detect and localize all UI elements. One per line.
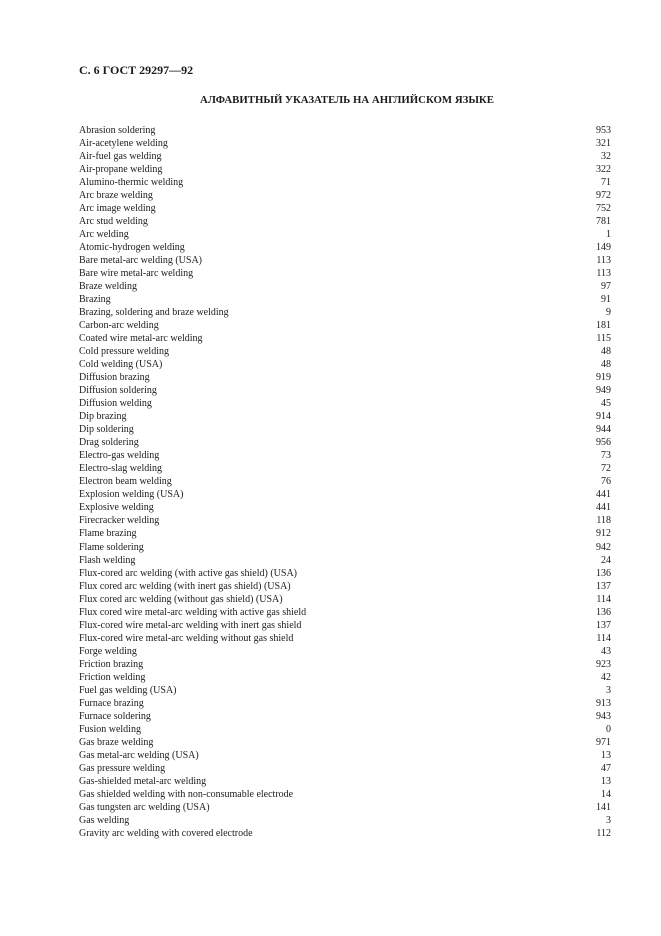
- index-reference-number: 47: [601, 762, 611, 774]
- index-term: Flux-cored arc welding (with active gas shield) (USA): [79, 567, 297, 579]
- index-term: Arc braze welding: [79, 190, 153, 202]
- index-reference-number: 441: [596, 489, 611, 501]
- index-term: Firecracker welding: [79, 515, 160, 527]
- index-entry: [79, 267, 611, 280]
- index-reference-number: 923: [596, 658, 611, 670]
- index-reference-number: 944: [596, 424, 611, 436]
- index-entry: [79, 319, 611, 332]
- index-term: Bare wire metal-arc welding: [79, 268, 194, 280]
- index-term: Flux cored arc welding (without gas shield) (USA): [79, 593, 283, 605]
- index-reference-number: 114: [596, 593, 611, 605]
- index-entry: [79, 462, 611, 475]
- index-term: Gas-shielded metal-arc welding: [79, 775, 207, 787]
- index-reference-number: 912: [596, 528, 611, 540]
- index-reference-number: 48: [601, 346, 611, 358]
- index-reference-number: 1: [606, 229, 611, 241]
- index-term: Arc image welding: [79, 203, 156, 215]
- index-reference-number: 97: [601, 281, 611, 293]
- index-term: Cold pressure welding: [79, 346, 169, 358]
- index-term: Flame brazing: [79, 528, 137, 540]
- index-entry: [79, 280, 611, 293]
- index-reference-number: 115: [596, 333, 611, 345]
- index-term: Diffusion soldering: [79, 385, 157, 397]
- index-term: Dip soldering: [79, 424, 134, 436]
- index-reference-number: 781: [596, 216, 611, 228]
- index-reference-number: 137: [596, 619, 611, 631]
- index-reference-number: 942: [596, 541, 611, 553]
- index-term: Braze welding: [79, 281, 138, 293]
- index-term: Atomic-hydrogen welding: [79, 242, 185, 254]
- index-reference-number: 42: [601, 671, 611, 683]
- index-reference-number: 913: [596, 697, 611, 709]
- index-reference-number: 43: [601, 645, 611, 657]
- index-reference-number: 73: [601, 450, 611, 462]
- index-reference-number: 149: [596, 242, 611, 254]
- index-entry: [79, 397, 611, 410]
- index-term: Dip brazing: [79, 411, 127, 423]
- index-entry: [79, 215, 611, 228]
- index-term: Gas metal-arc welding (USA): [79, 749, 199, 761]
- index-term: Drag soldering: [79, 437, 139, 449]
- index-reference-number: 0: [606, 723, 611, 735]
- index-entry: [79, 163, 611, 176]
- index-entry: [79, 541, 611, 554]
- index-term: Diffusion brazing: [79, 372, 150, 384]
- index-term: Bare metal-arc welding (USA): [79, 255, 203, 267]
- index-entry: [79, 137, 611, 150]
- index-reference-number: 114: [596, 632, 611, 644]
- index-reference-number: 118: [596, 515, 611, 527]
- index-entry: [79, 202, 611, 215]
- index-entry: [79, 332, 611, 345]
- index-entry: [79, 658, 611, 671]
- index-entry: [79, 580, 611, 593]
- index-entry: [79, 371, 611, 384]
- index-reference-number: 953: [596, 125, 611, 136]
- index-term: Brazing, soldering and braze welding: [79, 307, 229, 319]
- index-reference-number: 9: [606, 307, 611, 319]
- index-entry: [79, 632, 611, 645]
- index-term: Electron beam welding: [79, 476, 172, 488]
- index-term: Flux cored arc welding (with inert gas shield) (USA): [79, 580, 291, 592]
- index-reference-number: 136: [596, 567, 611, 579]
- index-entry: [79, 228, 611, 241]
- index-reference-number: 914: [596, 411, 611, 423]
- index-reference-number: 113: [596, 255, 611, 267]
- index-reference-number: 14: [601, 788, 611, 800]
- index-term: Flux-cored wire metal-arc welding with inert gas shield: [79, 619, 302, 631]
- index-term: Arc welding: [79, 229, 129, 241]
- index-entry: [79, 488, 611, 501]
- index-entry: [79, 358, 611, 371]
- index-entry: [79, 241, 611, 254]
- index-entry: [79, 384, 611, 397]
- index-term: Diffusion welding: [79, 398, 152, 410]
- index-entry: [79, 801, 611, 814]
- index-term: Gas tungsten arc welding (USA): [79, 801, 210, 813]
- index-term: Abrasion soldering: [79, 125, 156, 136]
- index-reference-number: 949: [596, 385, 611, 397]
- index-entry: [79, 514, 611, 527]
- index-reference-number: 321: [596, 138, 611, 150]
- index-term: Furnace brazing: [79, 697, 144, 709]
- index-entry: [79, 501, 611, 514]
- index-term: Furnace soldering: [79, 710, 151, 722]
- index-reference-number: 141: [596, 801, 611, 813]
- index-reference-number: 322: [596, 164, 611, 176]
- index-term: Fusion welding: [79, 723, 141, 735]
- index-entry: [79, 254, 611, 267]
- index-entry: [79, 345, 611, 358]
- index-entry: [79, 684, 611, 697]
- index-entry: [79, 814, 611, 827]
- index-term: Alumino-thermic welding: [79, 177, 184, 189]
- index-term: Arc stud welding: [79, 216, 148, 228]
- index-term: Brazing: [79, 294, 111, 306]
- index-term: Flash welding: [79, 554, 136, 566]
- index-entry: [79, 475, 611, 488]
- index-term: Gas welding: [79, 814, 130, 826]
- index-reference-number: 752: [596, 203, 611, 215]
- index-entry: [79, 567, 611, 580]
- index-reference-number: 48: [601, 359, 611, 371]
- index-reference-number: 971: [596, 736, 611, 748]
- index-entry: [79, 423, 611, 436]
- index-reference-number: 136: [596, 606, 611, 618]
- index-entry: [79, 697, 611, 710]
- index-term: Gas braze welding: [79, 736, 154, 748]
- index-reference-number: 181: [596, 320, 611, 332]
- index-entry: [79, 593, 611, 606]
- index-reference-number: 441: [596, 502, 611, 514]
- index-entry: [79, 306, 611, 319]
- index-entry: [79, 124, 611, 137]
- index-entry: [79, 775, 611, 788]
- index-term: Cold welding (USA): [79, 359, 163, 371]
- index-reference-number: 91: [601, 294, 611, 306]
- index-reference-number: 943: [596, 710, 611, 722]
- index-reference-number: 71: [601, 177, 611, 189]
- index-term: Carbon-arc welding: [79, 320, 159, 332]
- index-reference-number: 13: [601, 749, 611, 761]
- index-entry: [79, 150, 611, 163]
- index-entry: [79, 736, 611, 749]
- index-reference-number: 76: [601, 476, 611, 488]
- index-term: Flux-cored wire metal-arc welding without gas shield: [79, 632, 294, 644]
- index-term: Gas pressure welding: [79, 762, 166, 774]
- index-entry: [79, 606, 611, 619]
- index-entry: [79, 788, 611, 801]
- index-reference-number: 972: [596, 190, 611, 202]
- index-reference-number: 3: [606, 684, 611, 696]
- index-term: Gas shielded welding with non-consumable electrode: [79, 788, 294, 800]
- index-term: Air-fuel gas welding: [79, 151, 162, 163]
- index-term: Electro-slag welding: [79, 463, 163, 475]
- index-term: Friction brazing: [79, 658, 144, 670]
- index-term: Flux cored wire metal-arc welding with active gas shield: [79, 606, 307, 618]
- index-reference-number: 113: [596, 268, 611, 280]
- index-reference-number: 72: [601, 463, 611, 475]
- index-entry: [79, 293, 611, 306]
- index-reference-number: 45: [601, 398, 611, 410]
- index-term: Explosive welding: [79, 502, 154, 514]
- index-reference-number: 13: [601, 775, 611, 787]
- index-term: Electro-gas welding: [79, 450, 160, 462]
- alphabetical-index-list: [79, 124, 611, 840]
- index-entry: [79, 645, 611, 658]
- index-reference-number: 3: [606, 814, 611, 826]
- index-entry: [79, 436, 611, 449]
- index-term: Air-acetylene welding: [79, 138, 168, 150]
- index-term: Coated wire metal-arc welding: [79, 333, 203, 345]
- index-entry: [79, 671, 611, 684]
- index-entry: [79, 410, 611, 423]
- index-entry: [79, 762, 611, 775]
- index-term: Air-propane welding: [79, 164, 163, 176]
- index-entry: [79, 827, 611, 840]
- index-term: Forge welding: [79, 645, 137, 657]
- index-reference-number: 919: [596, 372, 611, 384]
- index-reference-number: 32: [601, 151, 611, 163]
- index-reference-number: 956: [596, 437, 611, 449]
- index-entry: [79, 527, 611, 540]
- index-entry: [79, 189, 611, 202]
- index-reference-number: 112: [596, 827, 611, 839]
- index-entry: [79, 749, 611, 762]
- index-entry: [79, 723, 611, 736]
- index-entry: [79, 619, 611, 632]
- page-header: С. 6 ГОСТ 29297—92: [79, 63, 194, 77]
- index-term: Friction welding: [79, 671, 146, 683]
- index-reference-number: 24: [601, 554, 611, 566]
- index-entry: [79, 449, 611, 462]
- index-entry: [79, 176, 611, 189]
- index-term: Flame soldering: [79, 541, 144, 553]
- index-entry: [79, 710, 611, 723]
- index-term: Fuel gas welding (USA): [79, 684, 177, 696]
- index-reference-number: 137: [596, 580, 611, 592]
- index-entry: [79, 554, 611, 567]
- index-title: АЛФАВИТНЫЙ УКАЗАТЕЛЬ НА АНГЛИЙСКОМ ЯЗЫКЕ: [200, 94, 494, 106]
- index-term: Gravity arc welding with covered electrode: [79, 827, 253, 839]
- index-term: Explosion welding (USA): [79, 489, 184, 501]
